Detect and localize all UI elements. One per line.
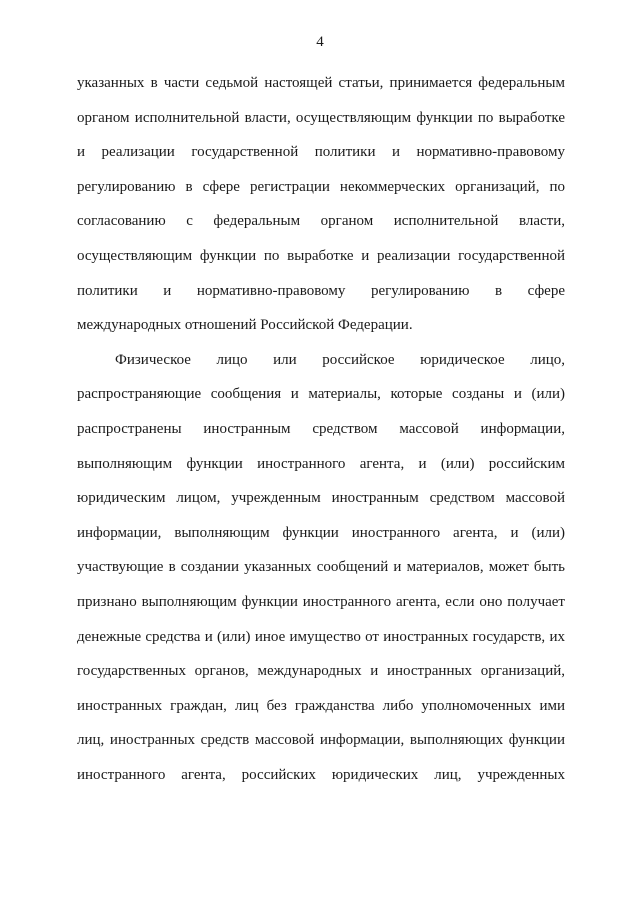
- paragraph-2: [77, 343, 565, 793]
- text-line: политики и нормативно-правовому регулированию в сфере: [77, 282, 565, 299]
- text-line: лиц, иностранных средств массовой информации, выполняющих функции: [77, 732, 565, 749]
- text-line: Физическое лицо или российское юридическое лицо,: [115, 351, 565, 368]
- text-line: согласованию с федеральным органом исполнительной власти,: [77, 213, 565, 230]
- text-line: участвующие в создании указанных сообщений и материалов, может быть: [77, 559, 565, 576]
- text-line: выполняющим функции иностранного агента, и (или) российским: [77, 455, 565, 472]
- text-line: признано выполняющим функции иностранного агента, если оно получает: [77, 593, 565, 610]
- document-body: [77, 66, 565, 792]
- text-line: информации, выполняющим функции иностранного агента, и (или): [77, 524, 565, 541]
- paragraph-1: [77, 66, 565, 343]
- text-line: иностранного агента, российских юридических лиц, учрежденных: [77, 766, 565, 783]
- text-line: осуществляющим функции по выработке и реализации государственной: [77, 247, 565, 264]
- text-line: юридическим лицом, учрежденным иностранным средством массовой: [77, 490, 565, 507]
- text-line: международных отношений Российской Федерации.: [77, 317, 413, 334]
- text-line: иностранных граждан, лиц без гражданства либо уполномоченных ими: [77, 697, 565, 714]
- text-line: денежные средства и (или) иное имущество от иностранных государств, их: [77, 628, 565, 645]
- text-line: и реализации государственной политики и нормативно-правовому: [77, 144, 565, 161]
- text-line: регулированию в сфере регистрации некоммерческих организаций, по: [77, 178, 565, 195]
- text-line: указанных в части седьмой настоящей статьи, принимается федеральным: [77, 75, 565, 91]
- text-line: органом исполнительной власти, осуществляющим функции по выработке: [77, 109, 565, 126]
- page-number: 4: [316, 34, 324, 50]
- text-line: распространены иностранным средством массовой информации,: [77, 420, 565, 437]
- text-line: распространяющие сообщения и материалы, которые созданы и (или): [77, 386, 565, 403]
- text-line: государственных органов, международных и иностранных организаций,: [77, 663, 565, 680]
